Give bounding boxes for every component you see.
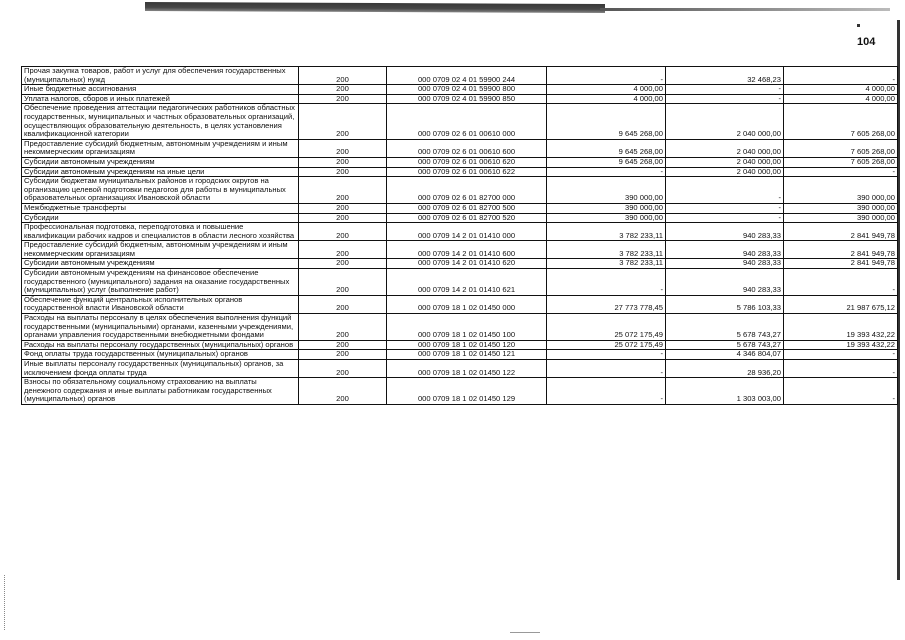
- budget-table-body: [22, 67, 898, 405]
- row-name: Иные выплаты персоналу государственных (муниципальных) органов, за исключением фонда оплаты труда: [22, 360, 299, 378]
- row-budget-code: 000 0709 02 4 01 59900 800: [387, 85, 547, 95]
- table-row: [22, 177, 898, 204]
- row-line-code: 200: [299, 203, 387, 213]
- row-approved: -: [547, 67, 666, 85]
- row-approved: 3 782 233,11: [547, 223, 666, 241]
- table-row: [22, 340, 898, 350]
- row-line-code: 200: [299, 85, 387, 95]
- row-budget-code: 000 0709 02 6 01 00610 600: [387, 139, 547, 157]
- row-unexecuted: 7 605 268,00: [784, 139, 898, 157]
- row-unexecuted: 19 393 432,22: [784, 314, 898, 341]
- row-unexecuted: 390 000,00: [784, 203, 898, 213]
- row-budget-code: 000 0709 18 1 02 01450 121: [387, 350, 547, 360]
- row-unexecuted: 4 000,00: [784, 85, 898, 95]
- row-budget-code: 000 0709 18 1 02 01450 100: [387, 314, 547, 341]
- budget-table: [21, 66, 898, 405]
- page-number: 104: [857, 36, 876, 48]
- row-budget-code: 000 0709 02 6 01 82700 500: [387, 203, 547, 213]
- row-executed: 1 303 003,00: [666, 378, 784, 405]
- table-row: [22, 67, 898, 85]
- row-line-code: 200: [299, 223, 387, 241]
- row-approved: 4 000,00: [547, 85, 666, 95]
- row-line-code: 200: [299, 378, 387, 405]
- row-budget-code: 000 0709 14 2 01 01410 600: [387, 241, 547, 259]
- table-row: [22, 104, 898, 139]
- row-name: Субсидии бюджетам муниципальных районов и городских округов на организацию целевой подготовки педагогов для работы в муниципальных образовательных организациях Ивановской области: [22, 177, 299, 204]
- row-budget-code: 000 0709 14 2 01 01410 620: [387, 259, 547, 269]
- row-executed: 28 936,20: [666, 360, 784, 378]
- row-line-code: 200: [299, 157, 387, 167]
- row-executed: 940 283,33: [666, 259, 784, 269]
- row-unexecuted: -: [784, 269, 898, 296]
- row-line-code: 200: [299, 177, 387, 204]
- row-name: Фонд оплаты труда государственных (муниципальных) органов: [22, 350, 299, 360]
- table-row: [22, 241, 898, 259]
- row-line-code: 200: [299, 259, 387, 269]
- table-row: [22, 203, 898, 213]
- row-budget-code: 000 0709 02 6 01 00610 000: [387, 104, 547, 139]
- row-executed: 32 468,23: [666, 67, 784, 85]
- table-row: [22, 167, 898, 177]
- table-row: [22, 85, 898, 95]
- row-approved: -: [547, 350, 666, 360]
- row-unexecuted: 4 000,00: [784, 94, 898, 104]
- row-unexecuted: 21 987 675,12: [784, 295, 898, 313]
- row-line-code: 200: [299, 104, 387, 139]
- row-approved: 390 000,00: [547, 177, 666, 204]
- row-name: Предоставление субсидий бюджетным, автономным учреждениям и иным некоммерческим организациям: [22, 139, 299, 157]
- row-approved: -: [547, 167, 666, 177]
- row-approved: -: [547, 269, 666, 296]
- row-unexecuted: -: [784, 350, 898, 360]
- row-name: Межбюджетные трансферты: [22, 203, 299, 213]
- row-unexecuted: -: [784, 360, 898, 378]
- table-row: [22, 350, 898, 360]
- row-approved: 25 072 175,49: [547, 314, 666, 341]
- row-line-code: 200: [299, 94, 387, 104]
- row-name: Расходы на выплаты персоналу в целях обеспечения выполнения функций государственными (муниципальными) органами, казенными учреждениями, органами управления государственными внебюджетными фондами: [22, 314, 299, 341]
- row-approved: 390 000,00: [547, 203, 666, 213]
- row-unexecuted: 390 000,00: [784, 177, 898, 204]
- row-budget-code: 000 0709 02 6 01 00610 620: [387, 157, 547, 167]
- row-approved: -: [547, 378, 666, 405]
- table-row: [22, 360, 898, 378]
- row-executed: 940 283,33: [666, 223, 784, 241]
- row-name: Уплата налогов, сборов и иных платежей: [22, 94, 299, 104]
- row-executed: -: [666, 85, 784, 95]
- row-name: Предоставление субсидий бюджетным, автономным учреждениям и иным некоммерческим организациям: [22, 241, 299, 259]
- row-name: Расходы на выплаты персоналу государственных (муниципальных) органов: [22, 340, 299, 350]
- row-unexecuted: 2 841 949,78: [784, 223, 898, 241]
- table-row: [22, 213, 898, 223]
- table-row: [22, 259, 898, 269]
- table-row: [22, 295, 898, 313]
- row-approved: 390 000,00: [547, 213, 666, 223]
- row-approved: 9 645 268,00: [547, 104, 666, 139]
- row-executed: -: [666, 94, 784, 104]
- row-unexecuted: -: [784, 378, 898, 405]
- table-row: [22, 94, 898, 104]
- row-line-code: 200: [299, 340, 387, 350]
- row-budget-code: 000 0709 14 2 01 01410 621: [387, 269, 547, 296]
- row-name: Субсидии автономным учреждениям на иные цели: [22, 167, 299, 177]
- row-executed: -: [666, 203, 784, 213]
- row-line-code: 200: [299, 295, 387, 313]
- row-approved: -: [547, 360, 666, 378]
- row-executed: 5 678 743,27: [666, 340, 784, 350]
- row-approved: 25 072 175,49: [547, 340, 666, 350]
- scan-artifact-line: [600, 8, 890, 11]
- row-line-code: 200: [299, 213, 387, 223]
- table-row: [22, 139, 898, 157]
- row-name: Субсидии автономным учреждениям: [22, 259, 299, 269]
- row-budget-code: 000 0709 02 4 01 59900 850: [387, 94, 547, 104]
- row-executed: 940 283,33: [666, 241, 784, 259]
- row-unexecuted: 390 000,00: [784, 213, 898, 223]
- row-unexecuted: -: [784, 167, 898, 177]
- scan-artifact-dot: [857, 24, 860, 27]
- row-approved: 3 782 233,11: [547, 259, 666, 269]
- row-executed: 2 040 000,00: [666, 139, 784, 157]
- row-budget-code: 000 0709 18 1 02 01450 120: [387, 340, 547, 350]
- table-row: [22, 314, 898, 341]
- row-executed: 2 040 000,00: [666, 167, 784, 177]
- row-line-code: 200: [299, 350, 387, 360]
- row-name: Обеспечение функций центральных исполнительных органов государственной власти Ивановской области: [22, 295, 299, 313]
- scan-artifact-left: [4, 575, 7, 630]
- row-budget-code: 000 0709 18 1 02 01450 122: [387, 360, 547, 378]
- table-row: [22, 157, 898, 167]
- row-budget-code: 000 0709 02 4 01 59900 244: [387, 67, 547, 85]
- row-name: Иные бюджетные ассигнования: [22, 85, 299, 95]
- row-budget-code: 000 0709 02 6 01 82700 000: [387, 177, 547, 204]
- row-executed: 5 678 743,27: [666, 314, 784, 341]
- row-line-code: 200: [299, 241, 387, 259]
- row-line-code: 200: [299, 360, 387, 378]
- row-name: Субсидии автономным учреждениям на финансовое обеспечение государственного (муниципального) задания на оказание государственных (муниципальных) услуг (выполнение работ): [22, 269, 299, 296]
- row-approved: 27 773 778,45: [547, 295, 666, 313]
- row-executed: 940 283,33: [666, 269, 784, 296]
- row-approved: 9 645 268,00: [547, 157, 666, 167]
- row-line-code: 200: [299, 269, 387, 296]
- row-line-code: 200: [299, 167, 387, 177]
- row-budget-code: 000 0709 18 1 02 01450 129: [387, 378, 547, 405]
- row-approved: 3 782 233,11: [547, 241, 666, 259]
- row-executed: -: [666, 213, 784, 223]
- row-budget-code: 000 0709 02 6 01 82700 520: [387, 213, 547, 223]
- table-row: [22, 269, 898, 296]
- row-budget-code: 000 0709 18 1 02 01450 000: [387, 295, 547, 313]
- row-executed: -: [666, 177, 784, 204]
- row-approved: 4 000,00: [547, 94, 666, 104]
- scan-artifact-bottom: [510, 632, 540, 633]
- row-name: Обеспечение проведения аттестации педагогических работников областных государственных, муниципальных и частных образовательных организаций, осуществляющих образовательную деятельность, в целях установления квалификационной категории: [22, 104, 299, 139]
- row-unexecuted: 19 393 432,22: [784, 340, 898, 350]
- row-name: Профессиональная подготовка, переподготовка и повышение квалификации рабочих кадров и специалистов в области лесного хозяйства: [22, 223, 299, 241]
- row-executed: 4 346 804,07: [666, 350, 784, 360]
- row-budget-code: 000 0709 14 2 01 01410 000: [387, 223, 547, 241]
- row-executed: 5 786 103,33: [666, 295, 784, 313]
- table-row: [22, 223, 898, 241]
- row-budget-code: 000 0709 02 6 01 00610 622: [387, 167, 547, 177]
- row-line-code: 200: [299, 67, 387, 85]
- row-unexecuted: 7 605 268,00: [784, 104, 898, 139]
- scan-artifact-top: [145, 2, 605, 13]
- row-unexecuted: -: [784, 67, 898, 85]
- row-unexecuted: 2 841 949,78: [784, 241, 898, 259]
- row-line-code: 200: [299, 314, 387, 341]
- row-executed: 2 040 000,00: [666, 104, 784, 139]
- row-name: Субсидии: [22, 213, 299, 223]
- row-executed: 2 040 000,00: [666, 157, 784, 167]
- table-row: [22, 378, 898, 405]
- row-unexecuted: 2 841 949,78: [784, 259, 898, 269]
- row-unexecuted: 7 605 268,00: [784, 157, 898, 167]
- row-name: Прочая закупка товаров, работ и услуг для обеспечения государственных (муниципальных) нужд: [22, 67, 299, 85]
- row-name: Взносы по обязательному социальному страхованию на выплаты денежного содержания и иные выплаты работникам государственных (муниципальных) органов: [22, 378, 299, 405]
- row-approved: 9 645 268,00: [547, 139, 666, 157]
- row-name: Субсидии автономным учреждениям: [22, 157, 299, 167]
- row-line-code: 200: [299, 139, 387, 157]
